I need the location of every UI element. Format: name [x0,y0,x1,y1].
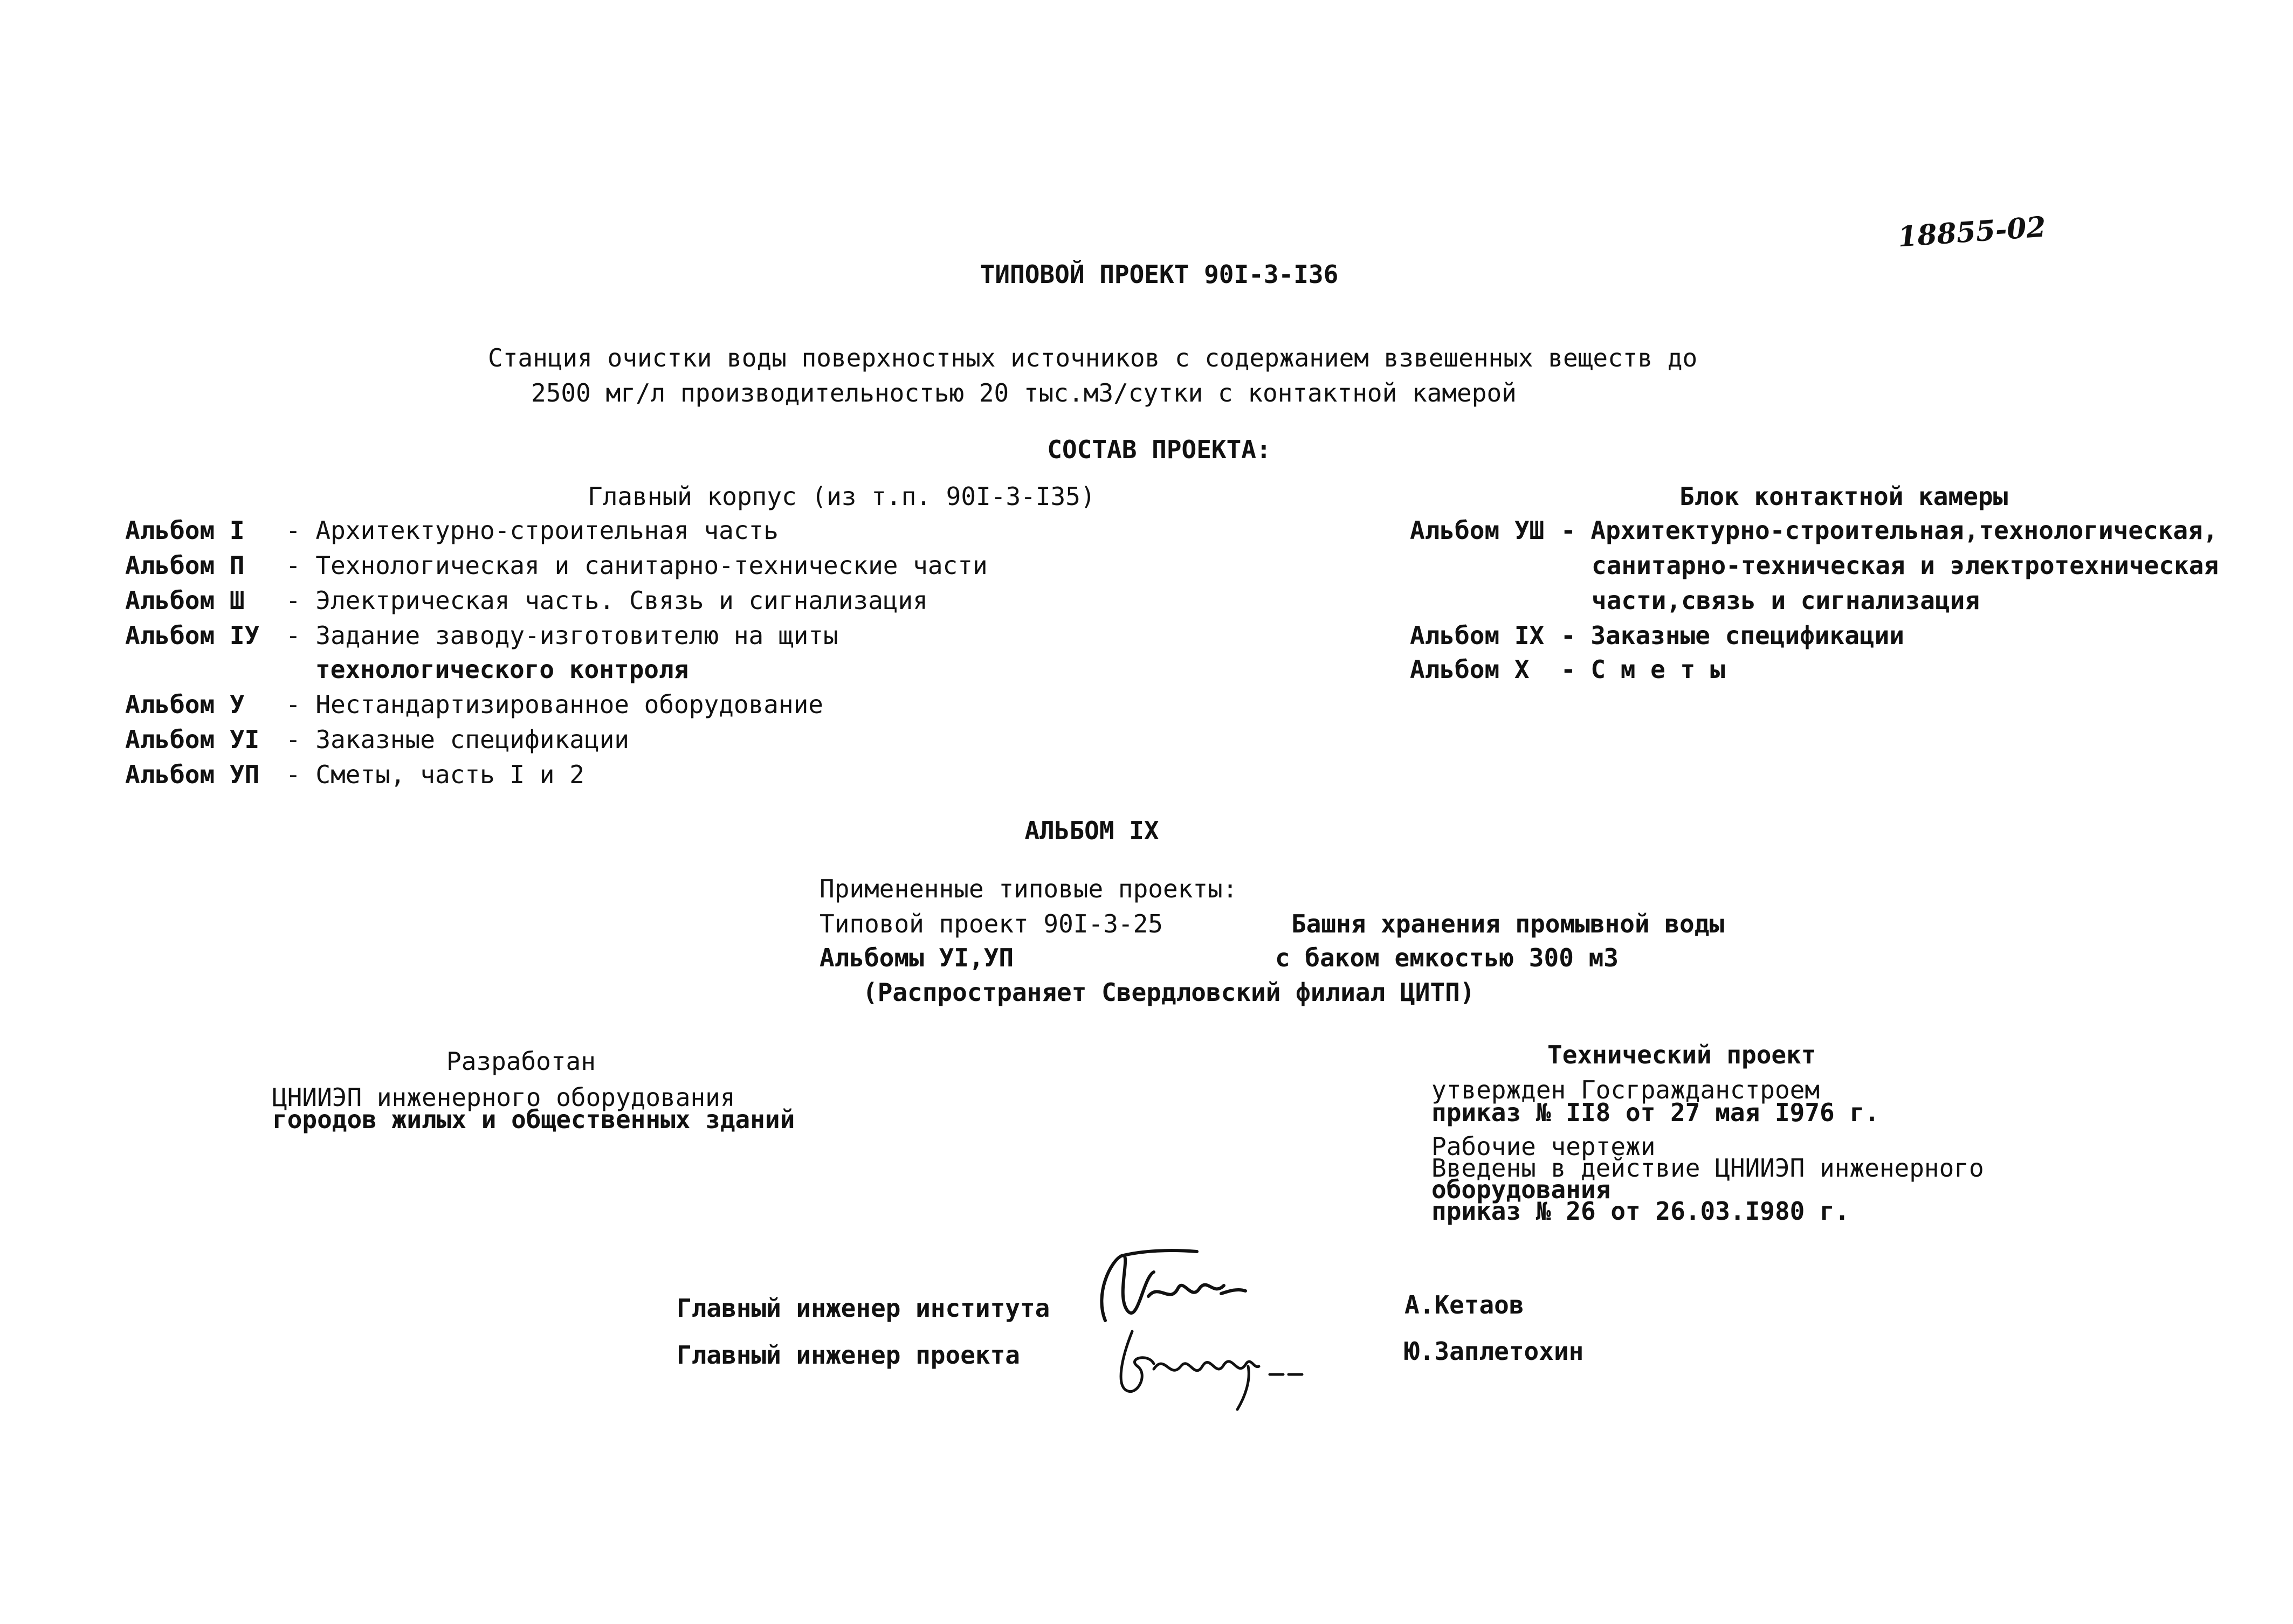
album-desc: - Технологическая и санитарно-технические части [286,551,988,580]
applied-heading: Примененные типовые проекты: [820,874,1238,903]
album-desc: - Электрическая часть. Связь и сигнализация [286,586,928,615]
chief-institute-name: А.Кетаов [1404,1290,1524,1319]
applied-tower-line-1: Башня хранения промывной воды [1291,909,1725,938]
album-desc: санитарно-техническая и электротехническая [1592,551,2219,580]
applied-project: Типовой проект 90I-3-25 [820,909,1163,938]
album-desc: - Сметы, часть I и 2 [286,760,584,789]
technical-line-5: оборудования [1431,1175,1611,1204]
chief-institute-label: Главный инженер института [677,1294,1050,1323]
technical-line-6: приказ № 26 от 26.03.I980 г. [1431,1197,1850,1226]
chief-project-label: Главный инженер проекта [677,1340,1020,1370]
album-label: Альбом УШ [1410,516,1545,545]
album-label: Альбом У [125,690,245,719]
signature-image [1100,1315,1316,1412]
album-label: Альбом I [125,516,245,545]
album-desc: - Архитектурно-строительная,технологическая, [1561,516,2218,545]
album-desc: - С м е т ы [1561,655,1725,684]
composition-heading: СОСТАВ ПРОЕКТА: [1047,435,1271,464]
album-desc: технологического контроля [315,655,689,684]
album-desc: части,связь и сигнализация [1592,586,1980,615]
applied-distributor: (Распространяет Свердловский филиал ЦИТП) [863,978,1475,1007]
album-label: Альбом IУ [125,621,260,650]
technical-heading: Технический проект [1547,1040,1816,1069]
developed-line-1: ЦНИИЭП инженерного оборудования [272,1083,735,1112]
album-desc: - Заказные спецификации [286,725,629,754]
page-title: ТИПОВОЙ ПРОЕКТ 90I-3-I36 [980,260,1339,289]
album-label: Альбом X [1410,655,1530,684]
album-desc: - Нестандартизированное оборудование [286,690,823,719]
developed-heading: Разработан [446,1047,596,1076]
applied-albums: Альбомы УI,УП [820,943,1014,972]
applied-tower-line-2: с баком емкостью 300 м3 [1275,943,1619,972]
handwritten-number: 18855-02 [1897,210,2047,254]
album-label: Альбом П [125,551,245,580]
developed-line-2: городов жилых и общественных зданий [272,1105,795,1134]
album-desc: - Архитектурно-строительная часть [286,516,779,545]
album-label: Альбом IX [1410,621,1545,650]
album-label: Альбом УI [125,725,260,754]
technical-line-3: Рабочие чертежи [1431,1132,1656,1161]
album-label: Альбом Ш [125,586,245,615]
album-desc: - Задание заводу-изготовителю на щиты [286,621,838,650]
album-heading: АЛЬБОМ IX [1024,816,1159,845]
subtitle-line-2: 2500 мг/л производительностью 20 тыс.м3/сутки с контактной камерой [531,378,1517,407]
contact-block-heading: Блок контактной камеры [1679,482,2008,511]
main-building-heading: Главный корпус (из т.п. 90I-3-I35) [588,482,1096,511]
album-desc: - Заказные спецификации [1561,621,1904,650]
technical-line-1: утвержден Госгражданстроем [1431,1075,1820,1104]
technical-line-2: приказ № II8 от 27 мая I976 г. [1431,1098,1879,1127]
chief-project-name: Ю.Заплетохин [1404,1337,1584,1366]
album-label: Альбом УП [125,760,260,789]
technical-line-4: Введены в действие ЦНИИЭП инженерного [1431,1153,1984,1183]
subtitle-line-1: Станция очистки воды поверхностных источников с содержанием взвешенных веществ до [488,343,1698,372]
